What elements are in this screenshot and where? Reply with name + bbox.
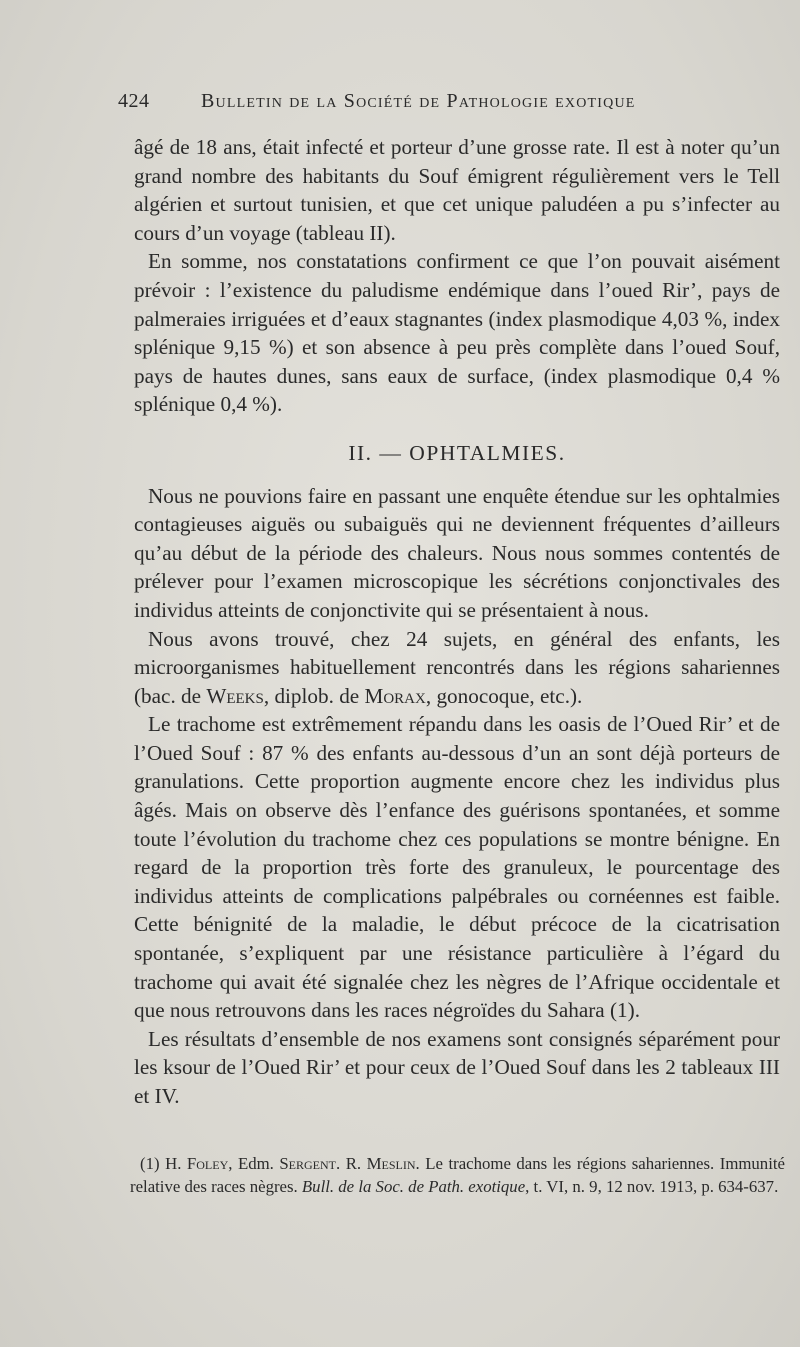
paragraph-4-text-a: Nous avons trouvé, chez 24 sujets, en général des enfants, les microorganismes habituellement rencontrés dans les régions sahariennes (bac. de	[134, 626, 780, 708]
footnote-journal: Bull. de la Soc. de Path. exotique	[301, 1177, 526, 1196]
paragraph-5: Le trachome est extrêmement répandu dans les oasis de l’Oued Rir’ et de l’Oued Souf : 87 % des enfants au-dessous d’un an sont déjà porteurs de granulations. Cette proportion augmente encore chez les individus plus âgés. Mais on observe dès l’enfance des guérisons spontanées, et somme toute l’évolution du trachome chez ces populations se montre bénigne. En regard de la proportion très forte des granuleux, le pourcentage des individus atteints de complications palpébrales ou cornéennes est faible. Cette bénignité de la maladie, le début précoce de la cicatrisation spontanée, s’expliquent par une résistance particulière à l’égard du trachome qui avait été signalée chez les nègres de l’Afrique occidentale et que nous retrouvons dans les races négroïdes du Sahara (1).	[134, 712, 780, 1023]
footnote-author-sergent: Sergent	[279, 1154, 337, 1173]
footnote	[130, 1152, 785, 1198]
paragraph-1: âgé de 18 ans, était infecté et porteur d’une grosse rate. Il est à noter qu’un grand nombre des habitants du Souf émigrent régulièrement vers le Tell algérien et surtout tunisien, et que cet unique paludéen a pu s’infecter au cours d’un voyage (tableau II).	[134, 135, 780, 245]
footnote-author-foley: Foley	[186, 1154, 229, 1173]
footnote-marker: (1) H.	[140, 1154, 187, 1173]
paragraph-2: En somme, nos constatations confirment ce que l’on pouvait aisément prévoir : l’existence du paludisme endémique dans l’oued Rir’, pays de palmeraies irriguées et d’eaux stagnantes (index plasmodique 4,03 %, index splénique 9,15 %) et son absence à peu près complète dans l’oued Souf, pays de hautes dunes, sans eaux de surface, (index plasmodique 0,4 % splénique 0,4 %).	[134, 249, 780, 417]
page-header	[118, 90, 698, 120]
footnote-author-meslin: Meslin	[366, 1154, 416, 1173]
page-number: 424	[118, 90, 150, 112]
author-morax: Morax	[364, 683, 426, 708]
footnote-text-1: , Edm.	[228, 1154, 280, 1173]
paragraph-4-text-c: , gonocoque, etc.).	[425, 683, 583, 708]
paragraph-3: Nous ne pouvions faire en passant une enquête étendue sur les ophtalmies contagieuses aiguës ou subaiguës qui ne deviennent fréquentes d’ailleurs qu’au début de la période des chaleurs. Nous nous sommes contentés de prélever pour l’examen microscopique les sécrétions conjonctivales des individus atteints de conjonctivite qui se présentaient à nous.	[134, 483, 780, 622]
body-text	[134, 133, 780, 1111]
footnote-1	[130, 1152, 785, 1198]
paragraph-4	[134, 625, 780, 711]
running-title: Bulletin de la Société de Pathologie exotique	[201, 90, 636, 112]
section-heading: II. — OPHTALMIES.	[348, 440, 566, 465]
footnote-text-4: , t. VI, n. 9, 12 nov. 1913, p. 634-637.	[525, 1177, 779, 1196]
paragraph-4-text-b: , diplob. de	[263, 683, 365, 708]
footnote-text-2: . R.	[336, 1154, 367, 1173]
paragraph-6: Les résultats d’ensemble de nos examens sont consignés séparément pour les ksour de l’Oued Rir’ et pour ceux de l’Oued Souf dans les 2 tableaux III et IV.	[134, 1026, 780, 1108]
author-weeks: Weeks	[206, 683, 264, 708]
footnote-text-3: . Le trachome dans les régions sahariennes. Immunité relative des races nègres.	[130, 1154, 785, 1196]
